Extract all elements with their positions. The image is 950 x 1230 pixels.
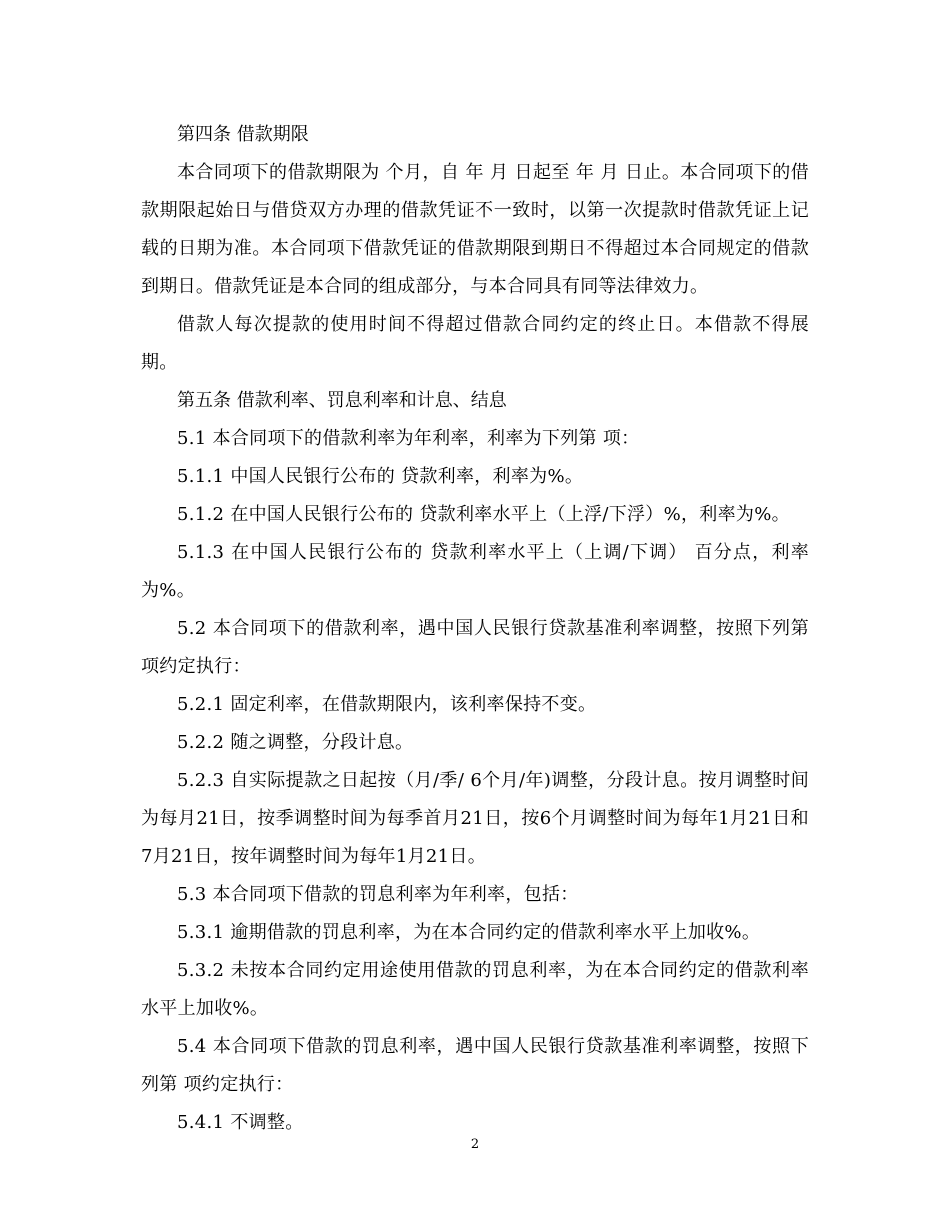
clause-5-1-1: 5.1.1 中国人民银行公布的 贷款利率，利率为%。: [177, 466, 584, 487]
article-5-heading: 第五条 借款利率、罚息利率和计息、结息: [177, 390, 507, 411]
clause-5-2-3: 5.2.3 自实际提款之日起按（月/季/ 6个月/年)调整，分段计息。按月调整时间为每月21日，按季调整时间为每季首月21日，按6个月调整时间为每年1月21日和7月21日，按年调整时间为每年1月21日。: [141, 770, 809, 867]
clause-5-2-2: 5.2.2 随之调整，分段计息。: [177, 732, 414, 753]
clause-5-1-3: 5.1.3 在中国人民银行公布的 贷款利率水平上（上调/下调） 百分点，利率为%。: [141, 542, 809, 601]
clause-5-4-1: 5.4.1 不调整。: [177, 1112, 304, 1133]
article-4-heading: 第四条 借款期限: [177, 124, 309, 145]
page-number: 2: [470, 1137, 480, 1152]
clause-5-4: 5.4 本合同项下借款的罚息利率，遇中国人民银行贷款基准利率调整，按照下列第 项约定执行：: [141, 1036, 809, 1095]
clause-5-3: 5.3 本合同项下借款的罚息利率为年利率，包括：: [177, 884, 579, 905]
document-body: [141, 116, 809, 1142]
drawdown-usage-paragraph: 借款人每次提款的使用时间不得超过借款合同约定的终止日。本借款不得展期。: [141, 314, 809, 373]
loan-term-paragraph: 本合同项下的借款期限为 个月，自 年 月 日起至 年 月 日止。本合同项下的借款期限起始日与借贷双方办理的借款凭证不一致时，以第一次提款时借款凭证上记载的日期为准。本合同项下借款凭证的借款期限到期日不得超过本合同规定的借款到期日。借款凭证是本合同的组成部分，与本合同具有同等法律效力。: [141, 162, 809, 297]
clause-5-1-2: 5.1.2 在中国人民银行公布的 贷款利率水平上（上浮/下浮）%，利率为%。: [177, 504, 790, 525]
clause-5-3-2: 5.3.2 未按本合同约定用途使用借款的罚息利率，为在本合同约定的借款利率水平上加收%。: [141, 960, 809, 1019]
clause-5-2-1: 5.2.1 固定利率，在借款期限内，该利率保持不变。: [177, 694, 597, 715]
clause-5-1: 5.1 本合同项下的借款利率为年利率，利率为下列第 项：: [177, 428, 640, 449]
clause-5-2: 5.2 本合同项下的借款利率，遇中国人民银行贷款基准利率调整，按照下列第 项约定执行：: [141, 618, 809, 677]
clause-5-3-1: 5.3.1 逾期借款的罚息利率，为在本合同约定的借款利率水平上加收%。: [177, 922, 761, 943]
